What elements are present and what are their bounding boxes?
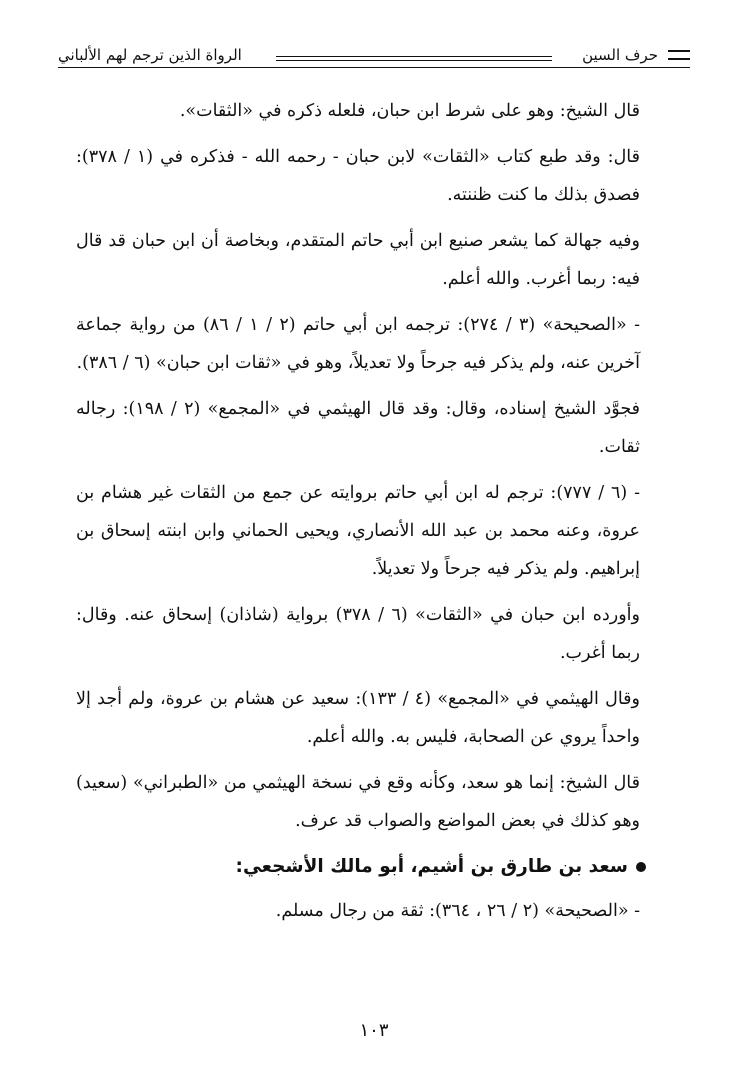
paragraph: - (٦ / ٧٧٧): ترجم له ابن أبي حاتم بروايته عن جمع من الثقات غير هشام بن عروة، وعنه محمد بن عبد الله الأنصاري، ويحيى الحماني وابن ابنته إسحاق بن إبراهيم. ولم يذكر فيه جرحاً ولا تعديلاً. [76,483,640,579]
paragraph: - «الصحيحة» (٣ / ٢٧٤): ترجمه ابن أبي حاتم (٢ / ١ / ٨٦) من رواية جماعة آخرين عنه، ولم يذكر فيه جرحاً ولا تعديلاً، وهو في «ثقات ابن حبان» (٦ / ٣٨٦). [76,315,640,373]
header-chapter-group [582,46,690,64]
paragraph: وأورده ابن حبان في «الثقات» (٦ / ٣٧٨) برواية (شاذان) إسحاق عنه. وقال: ربما أغرب. [76,605,640,663]
header-chapter: حرف السين [582,46,658,64]
header-title: الرواة الذين ترجم لهم الألباني [58,46,242,64]
paragraph: وقال الهيثمي في «المجمع» (٤ / ١٣٣): سعيد عن هشام بن عروة، ولم أجد إلا واحداً يروي عن الصحابة، فليس به. والله أعلم. [76,689,640,747]
header-underline [58,67,690,68]
page-number: ١٠٣ [359,1020,389,1041]
page-body [76,92,640,938]
entry-heading-text: سعد بن طارق بن أشيم، أبو مالك الأشجعي: [235,856,628,877]
header-double-rule-icon [668,50,690,60]
paragraph: قال الشيخ: وهو على شرط ابن حبان، فلعله ذكره في «الثقات». [179,101,640,121]
paragraph: فجوَّد الشيخ إسناده، وقال: وقد قال الهيثمي في «المجمع» (٢ / ١٩٨): رجاله ثقات. [76,399,640,457]
entry-heading [76,848,646,886]
paragraph: قال الشيخ: إنما هو سعد، وكأنه وقع في نسخة الهيثمي من «الطبراني» (سعيد) وهو كذلك في بعض المواضع والصواب قد عرف. [76,773,640,831]
paragraph: وفيه جهالة كما يشعر صنيع ابن أبي حاتم المتقدم، وبخاصة أن ابن حبان قد قال فيه: ربما أغرب. والله أعلم. [76,231,640,289]
paragraph: قال: وقد طبع كتاب «الثقات» لابن حبان - رحمه الله - فذكره في (١ / ٣٧٨): فصدق بذلك ما كنت ظننته. [76,147,640,205]
entry-text: - «الصحيحة» (٢ / ٢٦ ، ٣٦٤): ثقة من رجال مسلم. [275,901,640,921]
header-rule [276,56,552,61]
running-header [58,40,690,70]
bullet-icon [636,862,646,872]
